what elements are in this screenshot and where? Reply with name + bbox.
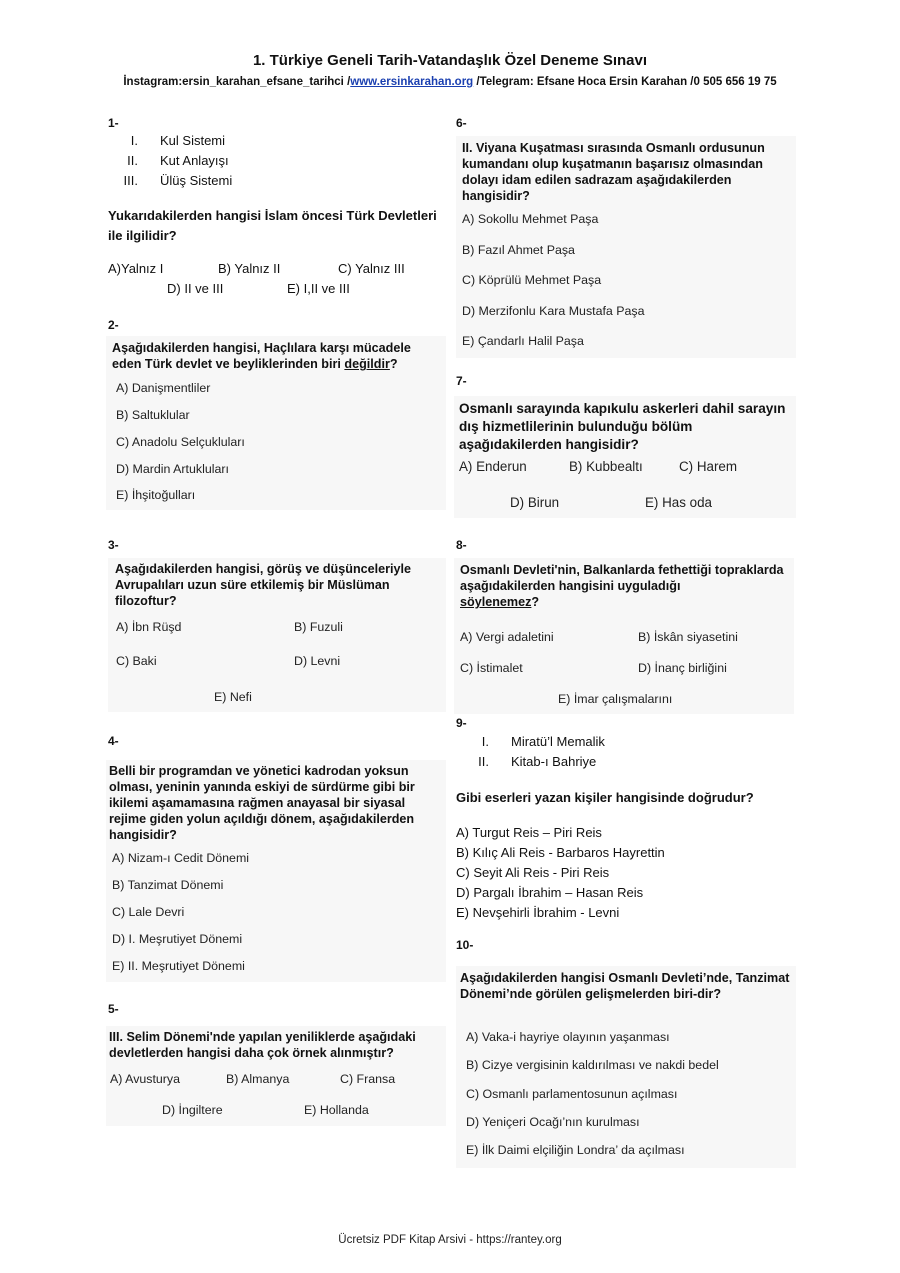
question-10-option-d[interactable]: D) Yeniçeri Ocağı’nın kurulması xyxy=(466,1115,640,1129)
question-5-option-e[interactable]: E) Hollanda xyxy=(304,1103,369,1117)
question-4-option-d[interactable]: D) I. Meşrutiyet Dönemi xyxy=(112,932,243,946)
question-7-image xyxy=(454,396,796,518)
question-3-number: 3- xyxy=(108,538,119,552)
item-numeral: III. xyxy=(123,173,138,188)
stem-text: Osmanlı Devleti'nin, Balkanlarda fethettiği topraklarda aşağıdakilerden hangisini uyguladığı xyxy=(460,563,784,593)
question-1-items xyxy=(108,131,438,191)
question-2-option-a[interactable]: A) Danişmentliler xyxy=(116,381,211,395)
question-6-option-e[interactable]: E) Çandarlı Halil Paşa xyxy=(462,334,584,348)
question-9-option-d[interactable]: D) Pargalı İbrahim – Hasan Reis xyxy=(456,885,644,900)
item-text: Kul Sistemi xyxy=(160,133,226,148)
question-9-options xyxy=(456,823,796,923)
page-footer: Ücretsiz PDF Kitap Arsivi - https://rantey.org xyxy=(338,1234,562,1246)
website-link[interactable]: www.ersinkarahan.org xyxy=(350,76,474,88)
question-5-image xyxy=(106,1026,446,1126)
item-text: Ülüş Sistemi xyxy=(160,173,233,188)
question-1-option-b[interactable]: B) Yalnız II xyxy=(218,261,281,276)
question-4-stem: Belli bir programdan ve yönetici kadrodan yoksun olması, yeninin yanında eskiyi de sürdürme gibi bir ikilemi aşamamasına rağmen anayasal bir siyasal rejime giden yolun açıldığı dönem, aşağıdakilerden hangisidir? xyxy=(109,764,415,842)
question-8-option-a[interactable]: A) Vergi adaletini xyxy=(460,630,554,644)
question-7-option-d[interactable]: D) Birun xyxy=(510,495,560,510)
question-7-option-b[interactable]: B) Kubbealtı xyxy=(569,459,643,474)
item-text: Kitab-ı Bahriye xyxy=(511,754,597,769)
question-3-image xyxy=(108,558,446,712)
question-2-stem xyxy=(112,340,442,372)
question-10-option-e[interactable]: E) İlk Daimi elçiliğin Londra’ da açılması xyxy=(466,1143,685,1157)
question-6-option-d[interactable]: D) Merzifonlu Kara Mustafa Paşa xyxy=(462,304,645,318)
question-2-image xyxy=(106,336,446,510)
question-8-number: 8- xyxy=(456,538,467,552)
list-item xyxy=(108,171,438,191)
item-numeral: II. xyxy=(478,754,489,769)
question-6-image xyxy=(456,136,796,358)
question-3-option-e[interactable]: E) Nefi xyxy=(214,690,252,704)
question-9-option-e[interactable]: E) Nevşehirli İbrahim - Levni xyxy=(456,905,620,920)
question-9-number: 9- xyxy=(456,716,467,730)
question-3-option-c[interactable]: C) Baki xyxy=(116,654,157,668)
question-6-option-b[interactable]: B) Fazıl Ahmet Paşa xyxy=(462,243,575,257)
question-4-image xyxy=(106,760,446,982)
question-2-option-c[interactable]: C) Anadolu Selçukluları xyxy=(116,435,245,449)
item-numeral: I. xyxy=(481,734,489,749)
list-item xyxy=(108,151,438,171)
question-2-option-d[interactable]: D) Mardin Artukluları xyxy=(116,462,229,476)
question-5-option-d[interactable]: D) İngiltere xyxy=(162,1103,223,1117)
subtitle-contact: /Telegram: Efsane Hoca Ersin Karahan /0 505 656 19 75 xyxy=(473,76,777,88)
question-2-number: 2- xyxy=(108,318,119,332)
question-8-stem xyxy=(460,562,790,610)
question-1-stem: Yukarıdakilerden hangisi İslam öncesi Türk Devletleri ile ilgilidir? xyxy=(108,208,437,243)
question-6-stem: II. Viyana Kuşatması sırasında Osmanlı ordusunun kumandanı olup kuşatmanın başarısız olmasından dolayı idam edilen sadrazam aşağıdakilerden hangisidir? xyxy=(462,141,765,203)
question-4-option-c[interactable]: C) Lale Devri xyxy=(112,905,185,919)
list-item xyxy=(456,732,796,752)
stem-end: ? xyxy=(531,595,540,609)
question-3-option-a[interactable]: A) İbn Rüşd xyxy=(116,620,182,634)
question-4-option-a[interactable]: A) Nizam-ı Cedit Dönemi xyxy=(112,851,250,865)
question-10-option-b[interactable]: B) Cizye vergisinin kaldırılması ve nakdi bedel xyxy=(466,1058,719,1072)
question-4-number: 4- xyxy=(108,734,119,748)
question-8-option-d[interactable]: D) İnanç birliğini xyxy=(638,661,727,675)
item-numeral: II. xyxy=(127,153,138,168)
question-3-stem: Aşağıdakilerden hangisi, görüş ve düşünceleriyle Avrupalıları uzun süre etkilemiş bir Müslüman filozoftur? xyxy=(115,562,412,608)
item-text: Kut Anlayışı xyxy=(160,153,229,168)
question-9-option-b[interactable]: B) Kılıç Ali Reis - Barbaros Hayrettin xyxy=(456,845,665,860)
question-5-option-a[interactable]: A) Avusturya xyxy=(110,1072,181,1086)
stem-text: Aşağıdakilerden hangisi, Haçlılara karşı mücadele eden Türk devlet ve beyliklerinden biri xyxy=(112,341,411,371)
question-1-option-c[interactable]: C) Yalnız III xyxy=(338,261,405,276)
question-9-items xyxy=(456,732,796,772)
question-8-image xyxy=(454,558,794,714)
question-1-option-d[interactable]: D) II ve III xyxy=(167,281,224,296)
question-9-option-a[interactable]: A) Turgut Reis – Piri Reis xyxy=(456,825,602,840)
question-7-option-a[interactable]: A) Enderun xyxy=(459,459,527,474)
question-4-option-e[interactable]: E) II. Meşrutiyet Dönemi xyxy=(112,959,245,973)
question-5-option-c[interactable]: C) Fransa xyxy=(340,1072,396,1086)
question-5-option-b[interactable]: B) Almanya xyxy=(226,1072,290,1086)
question-1-number: 1- xyxy=(108,116,119,130)
item-text: Miratü’l Memalik xyxy=(511,734,605,749)
page-title: 1. Türkiye Geneli Tarih-Vatandaşlık Özel Deneme Sınavı xyxy=(252,52,648,69)
question-7-option-e[interactable]: E) Has oda xyxy=(645,495,712,510)
question-9-option-c[interactable]: C) Seyit Ali Reis - Piri Reis xyxy=(456,865,610,880)
question-3-option-b[interactable]: B) Fuzuli xyxy=(294,620,343,634)
stem-emphasis: değildir xyxy=(344,357,390,371)
question-5-stem: III. Selim Dönemi'nde yapılan yeniliklerde aşağıdaki devletlerden hangisi daha çok örnek alınmıştır? xyxy=(109,1030,416,1060)
question-10-number: 10- xyxy=(456,938,474,952)
question-6-option-a[interactable]: A) Sokollu Mehmet Paşa xyxy=(462,212,599,226)
question-6-option-c[interactable]: C) Köprülü Mehmet Paşa xyxy=(462,273,602,287)
question-10-stem: Aşağıdakilerden hangisi Osmanlı Devleti’nde, Tanzimat Dönemi’nde görülen gelişmelerden biri-dir? xyxy=(460,971,790,1001)
question-8-option-b[interactable]: B) İskân siyasetini xyxy=(638,630,738,644)
list-item xyxy=(108,131,438,151)
question-7-number: 7- xyxy=(456,374,467,388)
question-8-option-c[interactable]: C) İstimalet xyxy=(460,661,523,675)
question-7-option-c[interactable]: C) Harem xyxy=(679,459,738,474)
item-numeral: I. xyxy=(130,133,138,148)
question-1-option-a[interactable]: A)Yalnız I xyxy=(108,261,164,276)
question-2-option-b[interactable]: B) Saltuklular xyxy=(116,408,190,422)
subtitle-instagram: İnstagram:ersin_karahan_efsane_tarihci / xyxy=(123,76,351,88)
question-3-option-d[interactable]: D) Levni xyxy=(294,654,341,668)
question-5-number: 5- xyxy=(108,1002,119,1016)
question-8-option-e[interactable]: E) İmar çalışmalarını xyxy=(558,692,673,706)
page-subtitle xyxy=(0,76,900,88)
list-item xyxy=(456,752,796,772)
stem-emphasis: söylenemez xyxy=(460,595,532,609)
question-7-stem: Osmanlı sarayında kapıkulu askerleri dahil sarayın dış hizmetlilerinin bulunduğu bölüm aşağıdakilerden hangisidir? xyxy=(459,401,786,452)
question-10-option-c[interactable]: C) Osmanlı parlamentosunun açılması xyxy=(466,1087,678,1101)
question-10-image xyxy=(456,966,796,1168)
question-2-option-e[interactable]: E) İhşitoğulları xyxy=(116,488,196,502)
question-6-number: 6- xyxy=(456,116,467,130)
question-1-option-e[interactable]: E) I,II ve III xyxy=(287,281,350,296)
question-4-option-b[interactable]: B) Tanzimat Dönemi xyxy=(112,878,224,892)
stem-end: ? xyxy=(389,357,398,371)
question-9-stem: Gibi eserleri yazan kişiler hangisinde doğrudur? xyxy=(456,790,754,805)
question-10-option-a[interactable]: A) Vaka-i hayriye olayının yaşanması xyxy=(466,1030,670,1044)
